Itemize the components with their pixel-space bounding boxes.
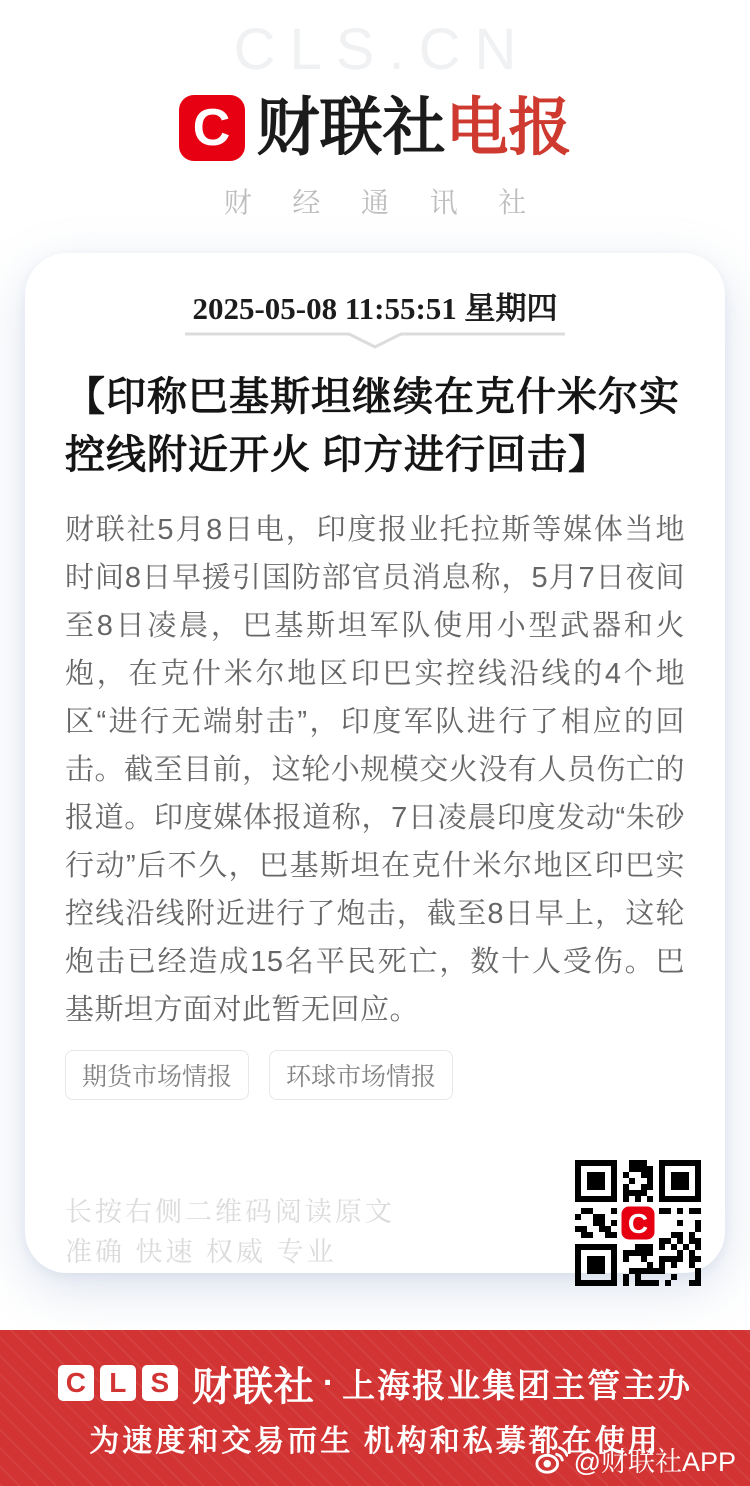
qr-code (575, 1160, 701, 1286)
chevron-notch-divider-icon (185, 332, 565, 350)
cls-watermark: CLS.CN (233, 17, 531, 82)
footer-brand-row (0, 1362, 750, 1409)
brand-logo (0, 87, 750, 169)
brand-logotype (256, 92, 572, 163)
card-footer (65, 1160, 685, 1286)
footer-separator: · (322, 1363, 335, 1402)
cls-letter-boxes-icon (58, 1365, 178, 1401)
weibo-handle: @财联社APP (573, 1447, 736, 1477)
footer-motto: 为速度和交易而生 机构和私募都在使用 (89, 1425, 661, 1458)
brand-slogan: 财经通讯社 (223, 187, 567, 218)
brand-name-text: 财联社 (256, 92, 446, 163)
red-footer (0, 1330, 750, 1486)
footer-brand-name: 财联社 (191, 1364, 315, 1409)
svg-text:C: C (627, 1208, 649, 1239)
date-divider (65, 332, 685, 350)
qr-hint-text (65, 1192, 395, 1272)
headline: 【印称巴基斯坦继续在克什米尔实控线附近开火 印方进行回击】 (65, 374, 680, 477)
qr-hint-line1: 长按右侧二维码阅读原文 (65, 1197, 395, 1227)
cls-box-l: L (100, 1365, 136, 1401)
publish-datetime: 2025-05-08 11:55:51 星期四 (192, 291, 558, 326)
qr-hint-line2: 准确 快速 权威 专业 (65, 1237, 337, 1267)
cls-c-logo-icon: C (179, 95, 245, 161)
news-card (25, 253, 725, 1273)
brand-suffix-text: 电报 (445, 92, 572, 163)
footer-host-text: 上海报业集团主管主办 (342, 1366, 693, 1404)
masthead (0, 0, 750, 253)
tag-futures-market[interactable]: 期货市场情报 (65, 1050, 249, 1100)
weibo-icon (534, 1444, 568, 1476)
cls-box-s: S (142, 1365, 178, 1401)
tag-global-market[interactable]: 环球市场情报 (269, 1050, 453, 1100)
tag-list (65, 1050, 685, 1100)
cls-box-c: C (58, 1365, 94, 1401)
article-body: 财联社5月8日电，印度报业托拉斯等媒体当地时间8日早援引国防部官员消息称，5月7日夜间至8日凌晨，巴基斯坦军队使用小型武器和火炮，在克什米尔地区印巴实控线沿线的4个地区“进行无端射击”，印度军队进行了相应的回击。截至目前，这轮小规模交火没有人员伤亡的报道。印度媒体报道称，7日凌晨印度发动“朱砂行动”后不久，巴基斯坦在克什米尔地区印巴实控线沿线附近进行了炮击，截至8日早上，这轮炮击已经造成15名平民死亡，数十人受伤。巴基斯坦方面对此暂无回应。 (65, 514, 685, 1026)
weibo-account (534, 1440, 736, 1479)
